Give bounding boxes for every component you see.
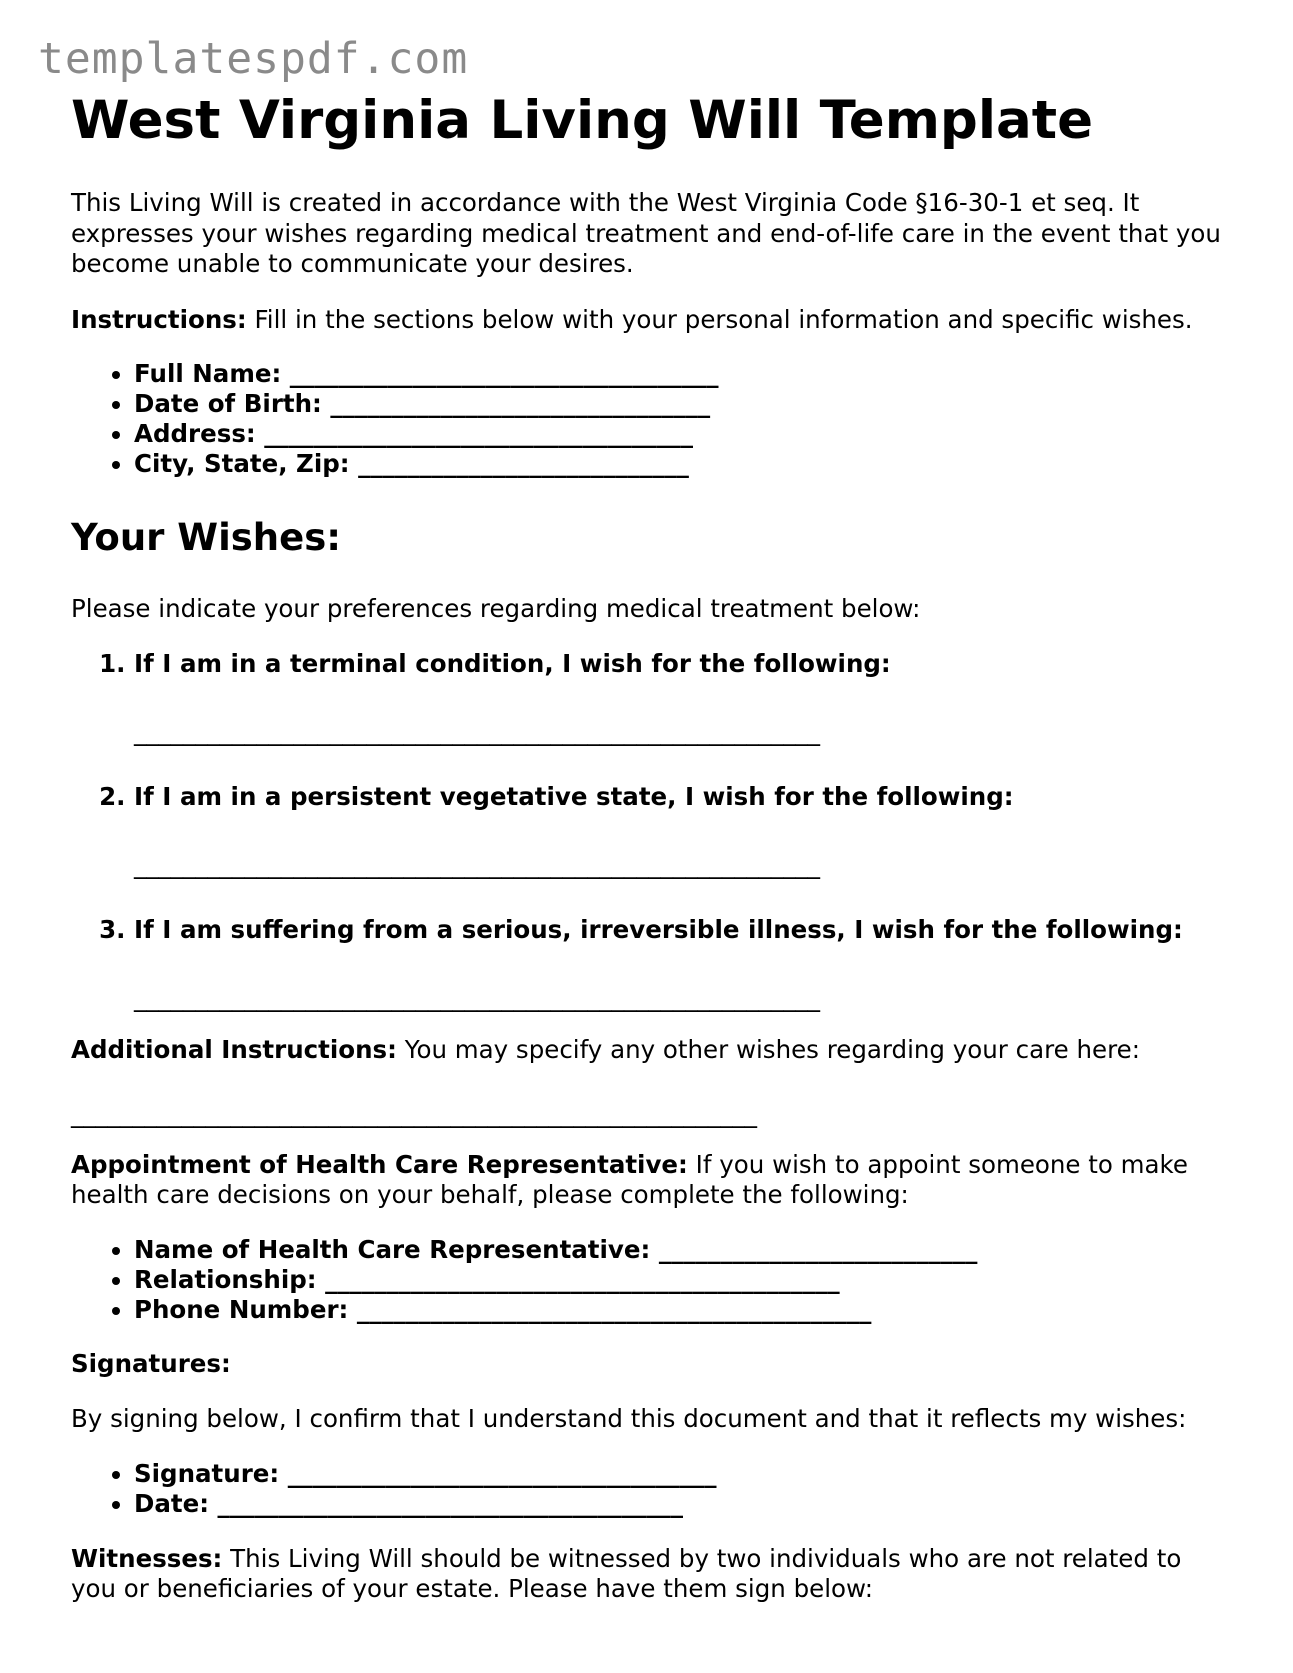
- irreversible-illness-blank[interactable]: ________________________________________________________: [134, 982, 820, 1012]
- instructions-label: Instructions:: [71, 304, 247, 334]
- list-item: [134, 389, 1231, 419]
- relationship-blank[interactable]: __________________________________________: [316, 1264, 840, 1294]
- additional-text: You may specify any other wishes regarding your care here:: [396, 1034, 1140, 1064]
- terminal-condition-blank[interactable]: ________________________________________________________: [134, 716, 820, 746]
- list-item: [134, 1295, 1231, 1325]
- field-label: Signature:: [134, 1458, 280, 1488]
- field-label: Name of Health Care Representative:: [134, 1234, 651, 1264]
- field-label: Full Name:: [134, 359, 282, 388]
- document-title: West Virginia Living Will Template: [71, 90, 1094, 151]
- list-item: [134, 915, 1231, 1013]
- list-item: [134, 1235, 1231, 1265]
- witnesses-paragraph: [71, 1544, 1231, 1605]
- watermark: templatespdf.com: [38, 34, 469, 84]
- personal-info-list: [71, 359, 1231, 479]
- list-item: [134, 1265, 1231, 1295]
- field-label: Date:: [134, 1488, 209, 1518]
- vegetative-state-blank[interactable]: ________________________________________________________: [134, 849, 820, 879]
- witnesses-text: This Living Will should be witnessed by two individuals who are not related to you or beneficiaries of your estate. Please have them sign below:: [71, 1543, 1182, 1603]
- list-item: [134, 649, 1231, 747]
- date-blank[interactable]: ______________________________________: [209, 1488, 684, 1518]
- wish-text: If I am in a persistent vegetative state, I wish for the following:: [134, 781, 1014, 811]
- signature-list: [71, 1459, 1231, 1519]
- instructions-paragraph: [71, 305, 1231, 336]
- wishes-list: [71, 649, 1231, 1013]
- phone-number-blank[interactable]: __________________________________________: [348, 1294, 872, 1324]
- field-label: Relationship:: [134, 1264, 317, 1294]
- city-state-zip-blank[interactable]: ___________________________: [349, 449, 689, 478]
- list-item: [134, 449, 1231, 479]
- list-item: [134, 1459, 1231, 1489]
- additional-instructions: [71, 1035, 1231, 1066]
- representative-list: [71, 1235, 1231, 1325]
- list-item: [134, 359, 1231, 389]
- additional-label: Additional Instructions:: [71, 1034, 397, 1064]
- appointment-label: Appointment of Health Care Representative:: [71, 1149, 688, 1179]
- field-label: Date of Birth:: [134, 389, 322, 418]
- list-item: [134, 419, 1231, 449]
- instructions-text: Fill in the sections below with your personal information and specific wishes.: [246, 304, 1193, 334]
- wish-text: If I am suffering from a serious, irreversible illness, I wish for the following:: [134, 914, 1183, 944]
- appointment-paragraph: [71, 1150, 1231, 1211]
- representative-name-blank[interactable]: __________________________: [650, 1234, 978, 1264]
- witnesses-label: Witnesses:: [71, 1543, 223, 1573]
- wishes-heading: Your Wishes:: [71, 516, 342, 559]
- field-label: Address:: [134, 419, 256, 448]
- document-page: [71, 88, 1231, 1605]
- address-blank[interactable]: ___________________________________: [255, 419, 693, 448]
- signatures-heading: Signatures:: [71, 1348, 231, 1378]
- full-name-blank[interactable]: ___________________________________: [281, 359, 719, 388]
- date-of-birth-blank[interactable]: _______________________________: [321, 389, 711, 418]
- signature-blank[interactable]: ___________________________________: [279, 1458, 717, 1488]
- preferences-intro: Please indicate your preferences regarding medical treatment below:: [71, 594, 921, 623]
- signatures-intro: By signing below, I confirm that I understand this document and that it reflects my wishes:: [71, 1404, 1187, 1433]
- appointment-text: If you wish to appoint someone to make health care decisions on your behalf, please complete the following:: [71, 1149, 1188, 1209]
- wish-text: If I am in a terminal condition, I wish for the following:: [134, 648, 891, 678]
- list-item: [134, 1489, 1231, 1519]
- field-label: City, State, Zip:: [134, 449, 350, 478]
- field-label: Phone Number:: [134, 1294, 349, 1324]
- additional-instructions-blank[interactable]: ________________________________________________________: [71, 1099, 757, 1128]
- list-item: [134, 782, 1231, 880]
- intro-paragraph: This Living Will is created in accordance with the West Virginia Code §16-30-1 et seq. It expresses your wishes regarding medical treatment and end-of-life care in the event that you become unable to communicate your desires.: [71, 188, 1221, 278]
